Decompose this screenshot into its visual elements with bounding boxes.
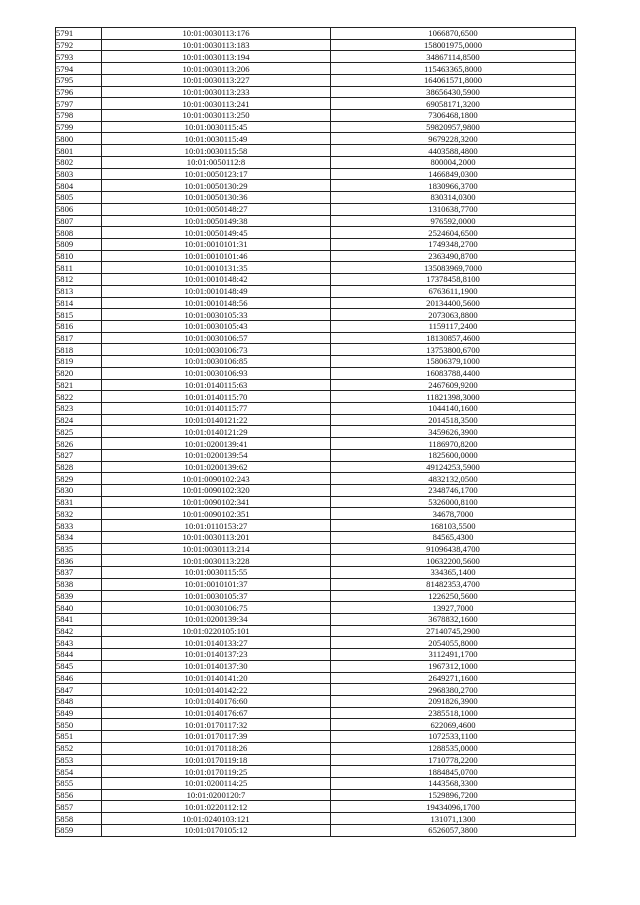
table-row xyxy=(56,414,576,426)
cadastral-number: 10:01:0050112:8 xyxy=(102,156,331,168)
row-number: 5793 xyxy=(56,51,102,63)
table-row xyxy=(56,508,576,520)
cadastral-number: 10:01:0030115:58 xyxy=(102,145,331,157)
cadastral-value: 2014518,3500 xyxy=(331,414,576,426)
cadastral-value: 1830966,3700 xyxy=(331,180,576,192)
cadastral-value: 3459626,3900 xyxy=(331,426,576,438)
cadastral-value: 3112491,1700 xyxy=(331,649,576,661)
row-number: 5823 xyxy=(56,403,102,415)
row-number: 5845 xyxy=(56,660,102,672)
cadastral-number: 10:01:0030113:227 xyxy=(102,74,331,86)
table-row xyxy=(56,778,576,790)
cadastral-number: 10:01:0140137:30 xyxy=(102,660,331,672)
table-row xyxy=(56,813,576,825)
row-number: 5855 xyxy=(56,778,102,790)
cadastral-value: 2348746,1700 xyxy=(331,485,576,497)
cadastral-number: 10:01:0030106:75 xyxy=(102,602,331,614)
table-row xyxy=(56,555,576,567)
cadastral-value: 69058171,3200 xyxy=(331,98,576,110)
cadastral-value: 158001975,0000 xyxy=(331,39,576,51)
table-row xyxy=(56,684,576,696)
table-row xyxy=(56,473,576,485)
table-row xyxy=(56,637,576,649)
cadastral-value: 1529896,7200 xyxy=(331,789,576,801)
table-row xyxy=(56,250,576,262)
row-number: 5856 xyxy=(56,789,102,801)
table-row xyxy=(56,707,576,719)
table-row xyxy=(56,274,576,286)
cadastral-number: 10:01:0170118:26 xyxy=(102,742,331,754)
cadastral-value: 622069,4600 xyxy=(331,719,576,731)
cadastral-value: 168103,5500 xyxy=(331,520,576,532)
row-number: 5796 xyxy=(56,86,102,98)
table-row xyxy=(56,180,576,192)
cadastral-value: 49124253,5900 xyxy=(331,461,576,473)
table-row xyxy=(56,110,576,122)
cadastral-number: 10:01:0140142:22 xyxy=(102,684,331,696)
cadastral-value: 34867114,8500 xyxy=(331,51,576,63)
table-row xyxy=(56,145,576,157)
table-row xyxy=(56,438,576,450)
row-number: 5801 xyxy=(56,145,102,157)
cadastral-value: 4403588,4800 xyxy=(331,145,576,157)
row-number: 5798 xyxy=(56,110,102,122)
table-row xyxy=(56,63,576,75)
row-number: 5824 xyxy=(56,414,102,426)
cadastral-value: 18130857,4600 xyxy=(331,332,576,344)
table-row xyxy=(56,86,576,98)
row-number: 5833 xyxy=(56,520,102,532)
cadastral-value: 115463365,8000 xyxy=(331,63,576,75)
cadastral-number: 10:01:0140176:60 xyxy=(102,695,331,707)
row-number: 5815 xyxy=(56,309,102,321)
cadastral-value: 17378458,8100 xyxy=(331,274,576,286)
row-number: 5821 xyxy=(56,379,102,391)
table-row xyxy=(56,660,576,672)
table-row xyxy=(56,801,576,813)
row-number: 5807 xyxy=(56,215,102,227)
table-row xyxy=(56,754,576,766)
row-number: 5791 xyxy=(56,28,102,40)
row-number: 5811 xyxy=(56,262,102,274)
cadastral-number: 10:01:0140141:20 xyxy=(102,672,331,684)
cadastral-value: 334365,1400 xyxy=(331,567,576,579)
cadastral-value: 27140745,2900 xyxy=(331,625,576,637)
cadastral-number: 10:01:0050123:17 xyxy=(102,168,331,180)
table-row xyxy=(56,168,576,180)
table-row xyxy=(56,379,576,391)
table-row xyxy=(56,356,576,368)
row-number: 5846 xyxy=(56,672,102,684)
cadastral-number: 10:01:0030113:201 xyxy=(102,531,331,543)
row-number: 5803 xyxy=(56,168,102,180)
table-row xyxy=(56,719,576,731)
cadastral-number: 10:01:0140137:23 xyxy=(102,649,331,661)
table-row xyxy=(56,297,576,309)
table-row xyxy=(56,285,576,297)
row-number: 5812 xyxy=(56,274,102,286)
row-number: 5841 xyxy=(56,613,102,625)
cadastral-number: 10:01:0010101:46 xyxy=(102,250,331,262)
cadastral-value: 131071,1300 xyxy=(331,813,576,825)
row-number: 5849 xyxy=(56,707,102,719)
cadastral-number: 10:01:0030113:250 xyxy=(102,110,331,122)
table-row xyxy=(56,262,576,274)
table-row xyxy=(56,332,576,344)
cadastral-value: 2467609,9200 xyxy=(331,379,576,391)
row-number: 5842 xyxy=(56,625,102,637)
cadastral-value: 1443568,3300 xyxy=(331,778,576,790)
row-number: 5800 xyxy=(56,133,102,145)
cadastral-number: 10:01:0050149:38 xyxy=(102,215,331,227)
cadastral-value: 11821398,3000 xyxy=(331,391,576,403)
table-row xyxy=(56,531,576,543)
cadastral-number: 10:01:0200114:25 xyxy=(102,778,331,790)
table-row xyxy=(56,543,576,555)
table-row xyxy=(56,602,576,614)
cadastral-value: 1310638,7700 xyxy=(331,203,576,215)
cadastral-number: 10:01:0010101:37 xyxy=(102,578,331,590)
cadastral-value: 10632200,5600 xyxy=(331,555,576,567)
cadastral-value: 6526057,3800 xyxy=(331,824,576,836)
table-row xyxy=(56,461,576,473)
cadastral-value: 91096438,4700 xyxy=(331,543,576,555)
table-row xyxy=(56,320,576,332)
row-number: 5843 xyxy=(56,637,102,649)
table-row xyxy=(56,133,576,145)
row-number: 5832 xyxy=(56,508,102,520)
cadastral-value: 164061571,8000 xyxy=(331,74,576,86)
cadastral-value: 1884845,0700 xyxy=(331,766,576,778)
row-number: 5836 xyxy=(56,555,102,567)
row-number: 5825 xyxy=(56,426,102,438)
cadastral-number: 10:01:0140121:22 xyxy=(102,414,331,426)
cadastral-value: 5326000,8100 xyxy=(331,496,576,508)
cadastral-number: 10:01:0090102:243 xyxy=(102,473,331,485)
table-row xyxy=(56,344,576,356)
cadastral-value: 9679228,3200 xyxy=(331,133,576,145)
table-row xyxy=(56,731,576,743)
row-number: 5827 xyxy=(56,449,102,461)
table-row xyxy=(56,496,576,508)
cadastral-value: 4832132,0500 xyxy=(331,473,576,485)
cadastral-value: 2524604,6500 xyxy=(331,227,576,239)
cadastral-number: 10:01:0170117:32 xyxy=(102,719,331,731)
cadastral-number: 10:01:0030115:55 xyxy=(102,567,331,579)
cadastral-number: 10:01:0200120:7 xyxy=(102,789,331,801)
cadastral-number: 10:01:0030105:43 xyxy=(102,320,331,332)
cadastral-number: 10:01:0220105:101 xyxy=(102,625,331,637)
table-row xyxy=(56,520,576,532)
cadastral-value: 1288535,0000 xyxy=(331,742,576,754)
cadastral-value: 2968380,2700 xyxy=(331,684,576,696)
cadastral-value: 81482353,4700 xyxy=(331,578,576,590)
cadastral-number: 10:01:0030113:176 xyxy=(102,28,331,40)
table-row xyxy=(56,156,576,168)
row-number: 5830 xyxy=(56,485,102,497)
cadastral-number: 10:01:0140115:77 xyxy=(102,403,331,415)
row-number: 5835 xyxy=(56,543,102,555)
cadastral-value: 1466849,0300 xyxy=(331,168,576,180)
cadastral-number: 10:01:0050149:45 xyxy=(102,227,331,239)
table-row xyxy=(56,192,576,204)
row-number: 5820 xyxy=(56,367,102,379)
cadastral-number: 10:01:0090102:320 xyxy=(102,485,331,497)
row-number: 5829 xyxy=(56,473,102,485)
row-number: 5817 xyxy=(56,332,102,344)
cadastral-value: 1226250,5600 xyxy=(331,590,576,602)
row-number: 5840 xyxy=(56,602,102,614)
cadastral-value: 1044140,1600 xyxy=(331,403,576,415)
cadastral-value: 3678832,1600 xyxy=(331,613,576,625)
cadastral-number: 10:01:0140121:29 xyxy=(102,426,331,438)
cadastral-number: 10:01:0220112:12 xyxy=(102,801,331,813)
table-row xyxy=(56,449,576,461)
cadastral-number: 10:01:0030106:57 xyxy=(102,332,331,344)
table-row xyxy=(56,309,576,321)
cadastral-number: 10:01:0030105:37 xyxy=(102,590,331,602)
row-number: 5858 xyxy=(56,813,102,825)
cadastral-value: 2054055,8000 xyxy=(331,637,576,649)
table-body xyxy=(56,28,576,837)
table-row xyxy=(56,98,576,110)
row-number: 5813 xyxy=(56,285,102,297)
cadastral-number: 10:01:0030113:183 xyxy=(102,39,331,51)
cadastral-number: 10:01:0030113:233 xyxy=(102,86,331,98)
row-number: 5816 xyxy=(56,320,102,332)
cadastral-number: 10:01:0010148:49 xyxy=(102,285,331,297)
cadastral-number: 10:01:0140115:63 xyxy=(102,379,331,391)
cadastral-number: 10:01:0030106:85 xyxy=(102,356,331,368)
cadastral-value: 830314,0300 xyxy=(331,192,576,204)
table-row xyxy=(56,227,576,239)
row-number: 5819 xyxy=(56,356,102,368)
row-number: 5848 xyxy=(56,695,102,707)
row-number: 5809 xyxy=(56,238,102,250)
cadastral-value: 15806379,1000 xyxy=(331,356,576,368)
cadastral-value: 20134400,5600 xyxy=(331,297,576,309)
cadastral-number: 10:01:0030113:194 xyxy=(102,51,331,63)
cadastral-value: 19434096,1700 xyxy=(331,801,576,813)
cadastral-value: 976592,0000 xyxy=(331,215,576,227)
row-number: 5828 xyxy=(56,461,102,473)
cadastral-number: 10:01:0010148:56 xyxy=(102,297,331,309)
cadastral-value: 13753800,6700 xyxy=(331,344,576,356)
row-number: 5831 xyxy=(56,496,102,508)
table-row xyxy=(56,766,576,778)
table-row xyxy=(56,51,576,63)
table-row xyxy=(56,649,576,661)
cadastral-number: 10:01:0170117:39 xyxy=(102,731,331,743)
cadastral-value: 34678,7000 xyxy=(331,508,576,520)
table-row xyxy=(56,121,576,133)
table-row xyxy=(56,203,576,215)
cadastral-value: 1186970,8200 xyxy=(331,438,576,450)
cadastral-number: 10:01:0030106:93 xyxy=(102,367,331,379)
cadastral-value: 1749348,2700 xyxy=(331,238,576,250)
cadastral-number: 10:01:0030115:45 xyxy=(102,121,331,133)
row-number: 5838 xyxy=(56,578,102,590)
cadastral-value: 800004,2000 xyxy=(331,156,576,168)
cadastral-value: 6763611,1900 xyxy=(331,285,576,297)
table-row xyxy=(56,403,576,415)
cadastral-number: 10:01:0030113:241 xyxy=(102,98,331,110)
row-number: 5837 xyxy=(56,567,102,579)
cadastral-value: 2649271,1600 xyxy=(331,672,576,684)
cadastral-value: 59820957,9800 xyxy=(331,121,576,133)
row-number: 5810 xyxy=(56,250,102,262)
cadastral-number: 10:01:0110153:27 xyxy=(102,520,331,532)
row-number: 5805 xyxy=(56,192,102,204)
table-row xyxy=(56,613,576,625)
table-row xyxy=(56,39,576,51)
cadastral-value: 1825600,0000 xyxy=(331,449,576,461)
row-number: 5851 xyxy=(56,731,102,743)
table-row xyxy=(56,578,576,590)
cadastral-number: 10:01:0010131:35 xyxy=(102,262,331,274)
row-number: 5826 xyxy=(56,438,102,450)
cadastral-number: 10:01:0170105:12 xyxy=(102,824,331,836)
table-row xyxy=(56,590,576,602)
cadastral-value: 7306468,1800 xyxy=(331,110,576,122)
cadastral-number: 10:01:0010148:42 xyxy=(102,274,331,286)
row-number: 5808 xyxy=(56,227,102,239)
cadastral-number: 10:01:0090102:351 xyxy=(102,508,331,520)
cadastral-number: 10:01:0170119:18 xyxy=(102,754,331,766)
row-number: 5857 xyxy=(56,801,102,813)
cadastral-number: 10:01:0030113:206 xyxy=(102,63,331,75)
table-row xyxy=(56,391,576,403)
row-number: 5859 xyxy=(56,824,102,836)
cadastral-number: 10:01:0030106:73 xyxy=(102,344,331,356)
cadastral-number: 10:01:0200139:41 xyxy=(102,438,331,450)
table-row xyxy=(56,485,576,497)
cadastral-value-table xyxy=(55,27,576,837)
cadastral-value: 1072533,1100 xyxy=(331,731,576,743)
cadastral-value: 2385518,1000 xyxy=(331,707,576,719)
cadastral-value: 16083788,4400 xyxy=(331,367,576,379)
cadastral-value: 84565,4300 xyxy=(331,531,576,543)
cadastral-number: 10:01:0030105:33 xyxy=(102,309,331,321)
table-row xyxy=(56,695,576,707)
row-number: 5850 xyxy=(56,719,102,731)
cadastral-value: 1159117,2400 xyxy=(331,320,576,332)
cadastral-number: 10:01:0140133:27 xyxy=(102,637,331,649)
row-number: 5847 xyxy=(56,684,102,696)
cadastral-value: 1967312,1000 xyxy=(331,660,576,672)
row-number: 5799 xyxy=(56,121,102,133)
row-number: 5804 xyxy=(56,180,102,192)
table-row xyxy=(56,789,576,801)
row-number: 5806 xyxy=(56,203,102,215)
table-row xyxy=(56,215,576,227)
table-row xyxy=(56,74,576,86)
cadastral-value: 2363490,8700 xyxy=(331,250,576,262)
cadastral-number: 10:01:0140115:70 xyxy=(102,391,331,403)
row-number: 5795 xyxy=(56,74,102,86)
row-number: 5818 xyxy=(56,344,102,356)
cadastral-value: 13927,7000 xyxy=(331,602,576,614)
row-number: 5794 xyxy=(56,63,102,75)
table-row xyxy=(56,824,576,836)
cadastral-number: 10:01:0050148:27 xyxy=(102,203,331,215)
cadastral-value: 2091826,3900 xyxy=(331,695,576,707)
table-row xyxy=(56,238,576,250)
row-number: 5802 xyxy=(56,156,102,168)
row-number: 5834 xyxy=(56,531,102,543)
cadastral-number: 10:01:0200139:34 xyxy=(102,613,331,625)
table-row xyxy=(56,367,576,379)
row-number: 5822 xyxy=(56,391,102,403)
cadastral-number: 10:01:0030113:228 xyxy=(102,555,331,567)
table-row xyxy=(56,426,576,438)
row-number: 5792 xyxy=(56,39,102,51)
row-number: 5797 xyxy=(56,98,102,110)
cadastral-value: 135083969,7000 xyxy=(331,262,576,274)
cadastral-number: 10:01:0010101:31 xyxy=(102,238,331,250)
row-number: 5839 xyxy=(56,590,102,602)
cadastral-number: 10:01:0030113:214 xyxy=(102,543,331,555)
cadastral-number: 10:01:0240103:121 xyxy=(102,813,331,825)
table-row xyxy=(56,28,576,40)
table-row xyxy=(56,567,576,579)
cadastral-number: 10:01:0090102:341 xyxy=(102,496,331,508)
row-number: 5852 xyxy=(56,742,102,754)
row-number: 5844 xyxy=(56,649,102,661)
table-row xyxy=(56,672,576,684)
cadastral-value: 1710778,2200 xyxy=(331,754,576,766)
cadastral-number: 10:01:0200139:62 xyxy=(102,461,331,473)
cadastral-value: 1066870,6500 xyxy=(331,28,576,40)
row-number: 5854 xyxy=(56,766,102,778)
cadastral-value: 38656430,5900 xyxy=(331,86,576,98)
cadastral-number: 10:01:0170119:25 xyxy=(102,766,331,778)
cadastral-value: 2073063,8800 xyxy=(331,309,576,321)
row-number: 5853 xyxy=(56,754,102,766)
cadastral-number: 10:01:0200139:54 xyxy=(102,449,331,461)
cadastral-number: 10:01:0050130:29 xyxy=(102,180,331,192)
cadastral-number: 10:01:0050130:36 xyxy=(102,192,331,204)
cadastral-number: 10:01:0140176:67 xyxy=(102,707,331,719)
row-number: 5814 xyxy=(56,297,102,309)
table-row xyxy=(56,625,576,637)
cadastral-number: 10:01:0030115:49 xyxy=(102,133,331,145)
table-row xyxy=(56,742,576,754)
